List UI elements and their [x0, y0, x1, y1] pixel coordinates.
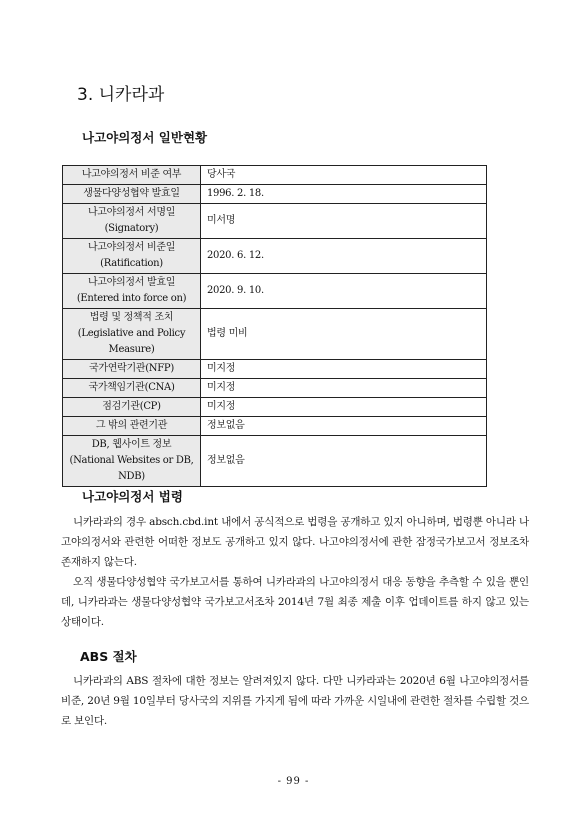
table-row-value: 정보없음 [201, 436, 487, 487]
table-row-label [63, 436, 201, 487]
abs-paragraph-1: 니카라과의 ABS 절차에 대한 정보는 알려져있지 않다. 다만 니카라과는 2020년 6월 나고야의정서를 비준, 20년 9월 10일부터 당사국의 지위를 가지게 됨에 따라 가까운 시일내에 관련한 절차를 수립할 것으로 보인다. [61, 675, 529, 728]
row-label-line: (Signatory) [104, 223, 159, 234]
row-label-line: (Ratification) [100, 258, 163, 269]
row-label-line: 국가책임기관(CNA) [88, 382, 175, 393]
row-label-line: 국가연락기관(NFP) [89, 363, 174, 374]
table-row-value: 당사국 [201, 166, 487, 185]
table-row-value: 법령 미비 [201, 309, 487, 360]
table-row [63, 417, 487, 436]
table-row-value: 미지정 [201, 360, 487, 379]
table-row-label [63, 379, 201, 398]
table-row [63, 274, 487, 309]
status-section-title: 나고야의정서 일반현황 [82, 130, 208, 145]
row-label-line: 그 밖의 관련기관 [95, 420, 168, 431]
table-row [63, 204, 487, 239]
table-row [63, 185, 487, 204]
table-row [63, 239, 487, 274]
table-row-value: 1996. 2. 18. [201, 185, 487, 204]
table-row-value: 미지정 [201, 379, 487, 398]
table-row [63, 309, 487, 360]
status-table [62, 165, 487, 487]
page-number: - 99 - [277, 776, 310, 787]
row-label-line: 법령 및 정책적 조치 [89, 312, 174, 323]
table-row-value: 미서명 [201, 204, 487, 239]
row-label-line: 나고야의정서 발효일 [87, 277, 176, 288]
table-row [63, 166, 487, 185]
table-row-label [63, 417, 201, 436]
table-row-value: 2020. 6. 12. [201, 239, 487, 274]
row-label-line: 나고야의정서 서명일 [87, 207, 176, 218]
row-label-line: (Legislative and Policy [77, 328, 186, 339]
table-row-value: 미지정 [201, 398, 487, 417]
abs-section-title: ABS 절차 [80, 649, 137, 664]
table-row [63, 398, 487, 417]
table-row-label [63, 166, 201, 185]
table-row-label [63, 309, 201, 360]
row-label-line: (National Websites or DB, NDB) [69, 455, 194, 482]
law-paragraph-2: 오직 생물다양성협약 국가보고서를 통하여 니카라과의 나고야의정서 대응 동향을 추측할 수 있을 뿐인데, 니카라과는 생물다양성협약 국가보고서조차 2014년 7월 최종 제출 이후 업데이트를 하지 않고 있는 상태이다. [61, 576, 529, 629]
table-row-label [63, 360, 201, 379]
chapter-title: 3. 니카라과 [77, 85, 165, 105]
table-row-label [63, 239, 201, 274]
table-row-label [63, 185, 201, 204]
table-row-value: 정보없음 [201, 417, 487, 436]
table-row [63, 360, 487, 379]
row-label-line: DB, 웹사이트 정보 [91, 439, 172, 450]
row-label-line: Measure) [108, 344, 155, 355]
row-label-line: 점검기관(CP) [102, 401, 161, 412]
table-row-label [63, 274, 201, 309]
law-section-title: 나고야의정서 법령 [82, 489, 183, 504]
row-label-line: 나고야의정서 비준 여부 [81, 169, 182, 180]
row-label-line: 나고야의정서 비준일 [87, 242, 176, 253]
table-row [63, 379, 487, 398]
table-row-value: 2020. 9. 10. [201, 274, 487, 309]
table-row-label [63, 204, 201, 239]
table-row [63, 436, 487, 487]
row-label-line: 생물다양성협약 발효일 [83, 188, 180, 199]
row-label-line: (Entered into force on) [76, 293, 187, 304]
table-row-label [63, 398, 201, 417]
law-paragraph-1: 니카라과의 경우 absch.cbd.int 내에서 공식적으로 법령을 공개하고 있지 아니하며, 법령뿐 아니라 나고야의정서와 관련한 어떠한 정보도 공개하고 있지 않다. 나고야의정서에 관한 잠정국가보고서 정보조차 존재하지 않는다. [61, 516, 529, 569]
